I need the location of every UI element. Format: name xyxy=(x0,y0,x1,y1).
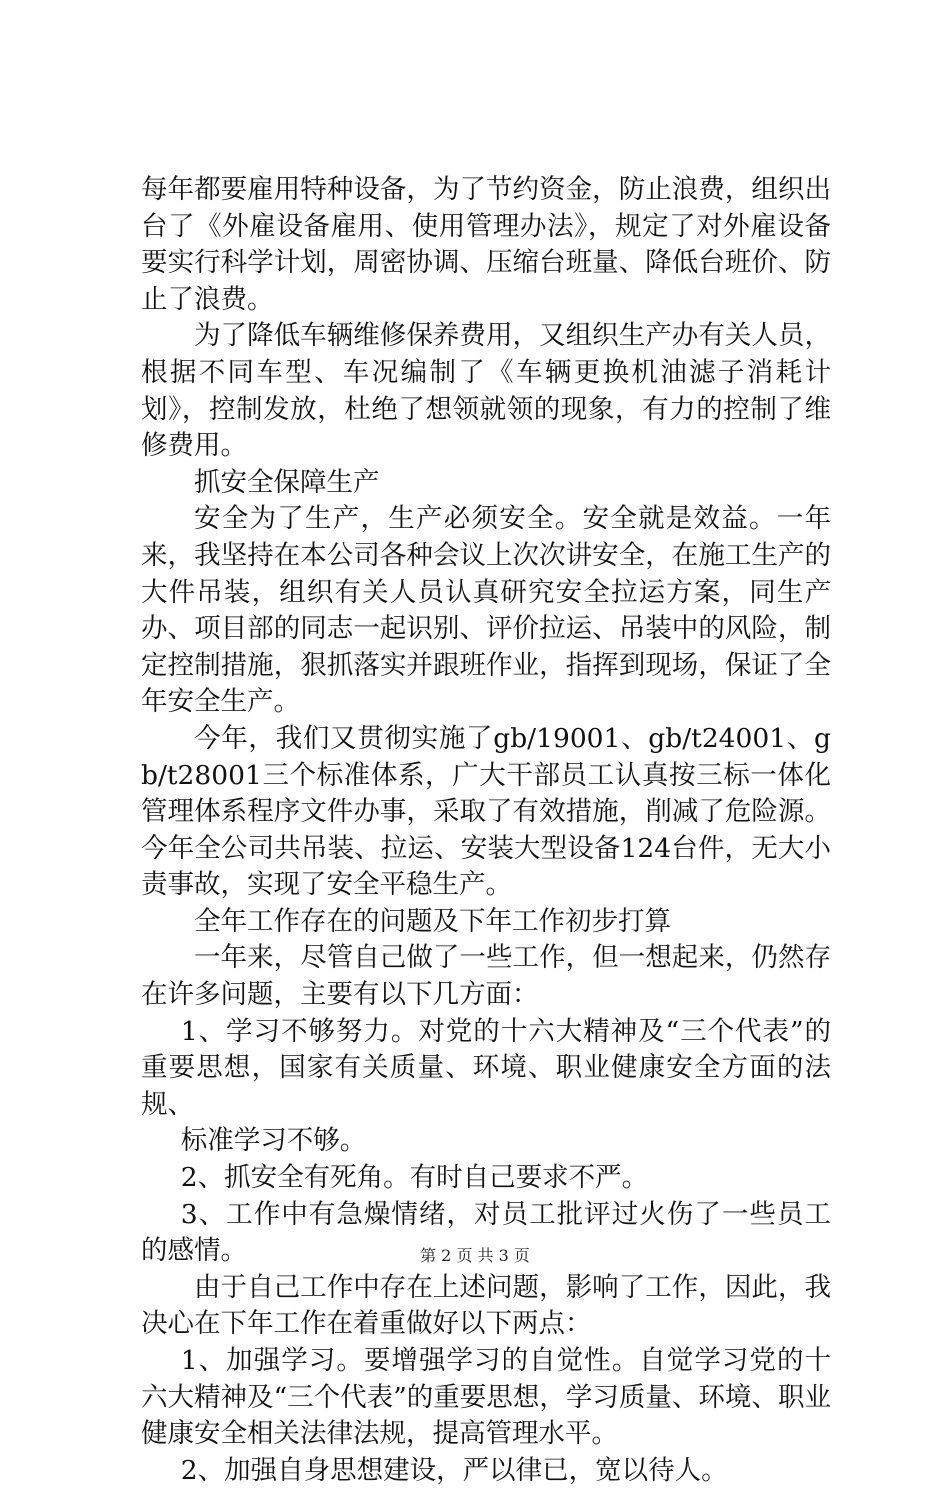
list-item-problem-study-cont: 标准学习不够。 xyxy=(180,1125,367,1157)
paragraph-standard-systems: 今年，我们又贯彻实施了gb/19001、gb/t24001、gb/t28001三个标准体系，广大干部员工认真按三标一体化管理体系程序文件办事，采取了有效措施，削减了危险源。今年全公司共吊装、拉运、安装大型设备124台件，无大小责事故，实现了安全平稳生产。 xyxy=(141,722,831,901)
list-item-plan-study: 1、加强学习。要增强学习的自觉性。自觉学习党的十六大精神及“三个代表”的重要思想，学习质量、环境、职业健康安全相关法律法规，提高管理水平。 xyxy=(141,1345,831,1450)
paragraph-equipment-rental: 每年都要雇用特种设备，为了节约资金，防止浪费，组织出台了《外雇设备雇用、使用管理办法》，规定了对外雇设备要实行科学计划，周密协调、压缩台班量、降低台班价、防止了浪费。 xyxy=(141,174,831,315)
section-heading-problems-plans: 全年工作存在的问题及下年工作初步打算 xyxy=(194,905,671,937)
paragraph-safety-production: 安全为了生产，生产必须安全。安全就是效益。一年来，我坚持在本公司各种会议上次次讲安全，在施工生产的大件吊装，组织有关人员认真研究安全拉运方案，同生产办、项目部的同志一起识别、评价拉运、吊装中的风险，制定控制措施，狠抓落实并跟班作业，指挥到现场，保证了全年安全生产。 xyxy=(141,503,831,718)
section-heading-safety: 抓安全保障生产 xyxy=(194,466,380,498)
list-item-plan-self: 2、加强自身思想建设，严以律已，宽以待人。 xyxy=(180,1454,728,1486)
paragraph-plans-intro: 由于自己工作中存在上述问题，影响了工作，因此，我决心在下年工作在着重做好以下两点： xyxy=(141,1271,831,1340)
list-item-problem-safety: 2、抓安全有死角。有时自己要求不严。 xyxy=(180,1162,649,1194)
paragraph-vehicle-maintenance: 为了降低车辆维修保养费用，又组织生产办有关人员，根据不同车型、车况编制了《车辆更换机油滤子消耗计划》，控制发放，杜绝了想领就领的现象，有力的控制了维修费用。 xyxy=(141,320,831,462)
list-item-problem-temper: 3、工作中有急燥情绪，对员工批评过火伤了一些员工的感情。 xyxy=(141,1198,831,1267)
list-item-problem-study: 1、学习不够努力。对党的十六大精神及“三个代表”的重要思想，国家有关质量、环境、职业健康安全方面的法规、 xyxy=(141,1015,831,1120)
page-number-footer: 第 2 页 共 3 页 xyxy=(420,1246,530,1265)
paragraph-problems-intro: 一年来，尽管自己做了一些工作，但一想起来，仍然存在许多问题，主要有以下几方面： xyxy=(141,942,831,1011)
document-body xyxy=(141,172,831,1489)
